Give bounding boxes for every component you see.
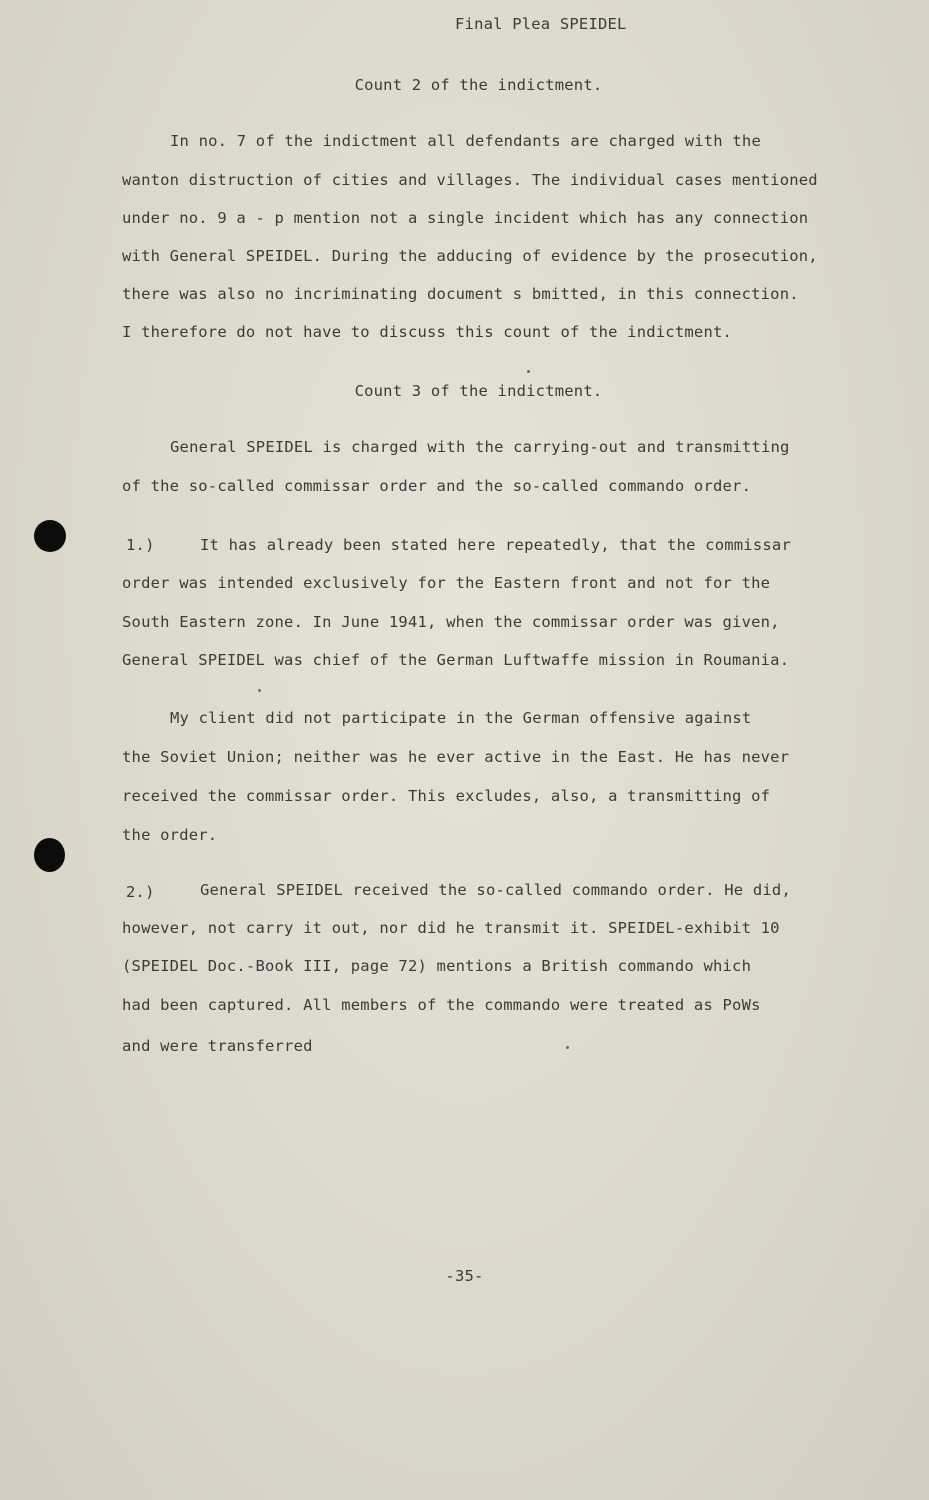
punch-hole-bottom — [34, 838, 65, 872]
text-line: General SPEIDEL is charged with the carrying-out and transmitting — [170, 438, 790, 456]
text-line: General SPEIDEL was chief of the German Luftwaffe mission in Roumania. — [122, 651, 790, 669]
punch-hole-top — [34, 520, 66, 552]
section-heading-count-2: Count 2 of the indictment. — [354, 76, 603, 94]
text-line: under no. 9 a - p mention not a single incident which has any connection — [122, 209, 809, 227]
text-line: It has already been stated here repeatedly, that the commissar — [200, 536, 791, 554]
text-line: the Soviet Union; neither was he ever active in the East. He has never — [122, 748, 790, 766]
text-line: of the so-called commissar order and the so-called commando order. — [122, 477, 752, 495]
text-line: the order. — [122, 826, 218, 844]
text-line: there was also no incriminating document s bmitted, in this connection. — [122, 285, 799, 303]
speck — [527, 370, 530, 373]
page-number: -35- — [445, 1267, 484, 1285]
text-line: and were transferred — [122, 1037, 313, 1055]
section-heading-count-3: Count 3 of the indictment. — [354, 382, 603, 400]
text-line: order was intended exclusively for the Eastern front and not for the — [122, 574, 771, 592]
text-line: General SPEIDEL received the so-called commando order. He did, — [200, 881, 791, 899]
item-number: 1.) — [126, 536, 155, 554]
text-line: however, not carry it out, nor did he transmit it. SPEIDEL-exhibit 10 — [122, 919, 780, 937]
speck — [566, 1046, 569, 1049]
text-line: with General SPEIDEL. During the adducing of evidence by the prosecution, — [122, 247, 818, 265]
text-line: South Eastern zone. In June 1941, when the commissar order was given, — [122, 613, 780, 631]
text-line: received the commissar order. This excludes, also, a transmitting of — [122, 787, 771, 805]
text-line: wanton distruction of cities and villages. The individual cases mentioned — [122, 171, 818, 189]
text-line: My client did not participate in the German offensive against — [170, 709, 752, 727]
text-line: (SPEIDEL Doc.-Book III, page 72) mentions a British commando which — [122, 957, 752, 975]
speck — [258, 689, 261, 692]
item-number: 2.) — [126, 883, 155, 901]
text-line: In no. 7 of the indictment all defendants are charged with the — [170, 132, 761, 150]
text-line: had been captured. All members of the commando were treated as PoWs — [122, 996, 761, 1014]
text-line: I therefore do not have to discuss this count of the indictment. — [122, 323, 733, 341]
page-header: Final Plea SPEIDEL — [455, 15, 627, 33]
